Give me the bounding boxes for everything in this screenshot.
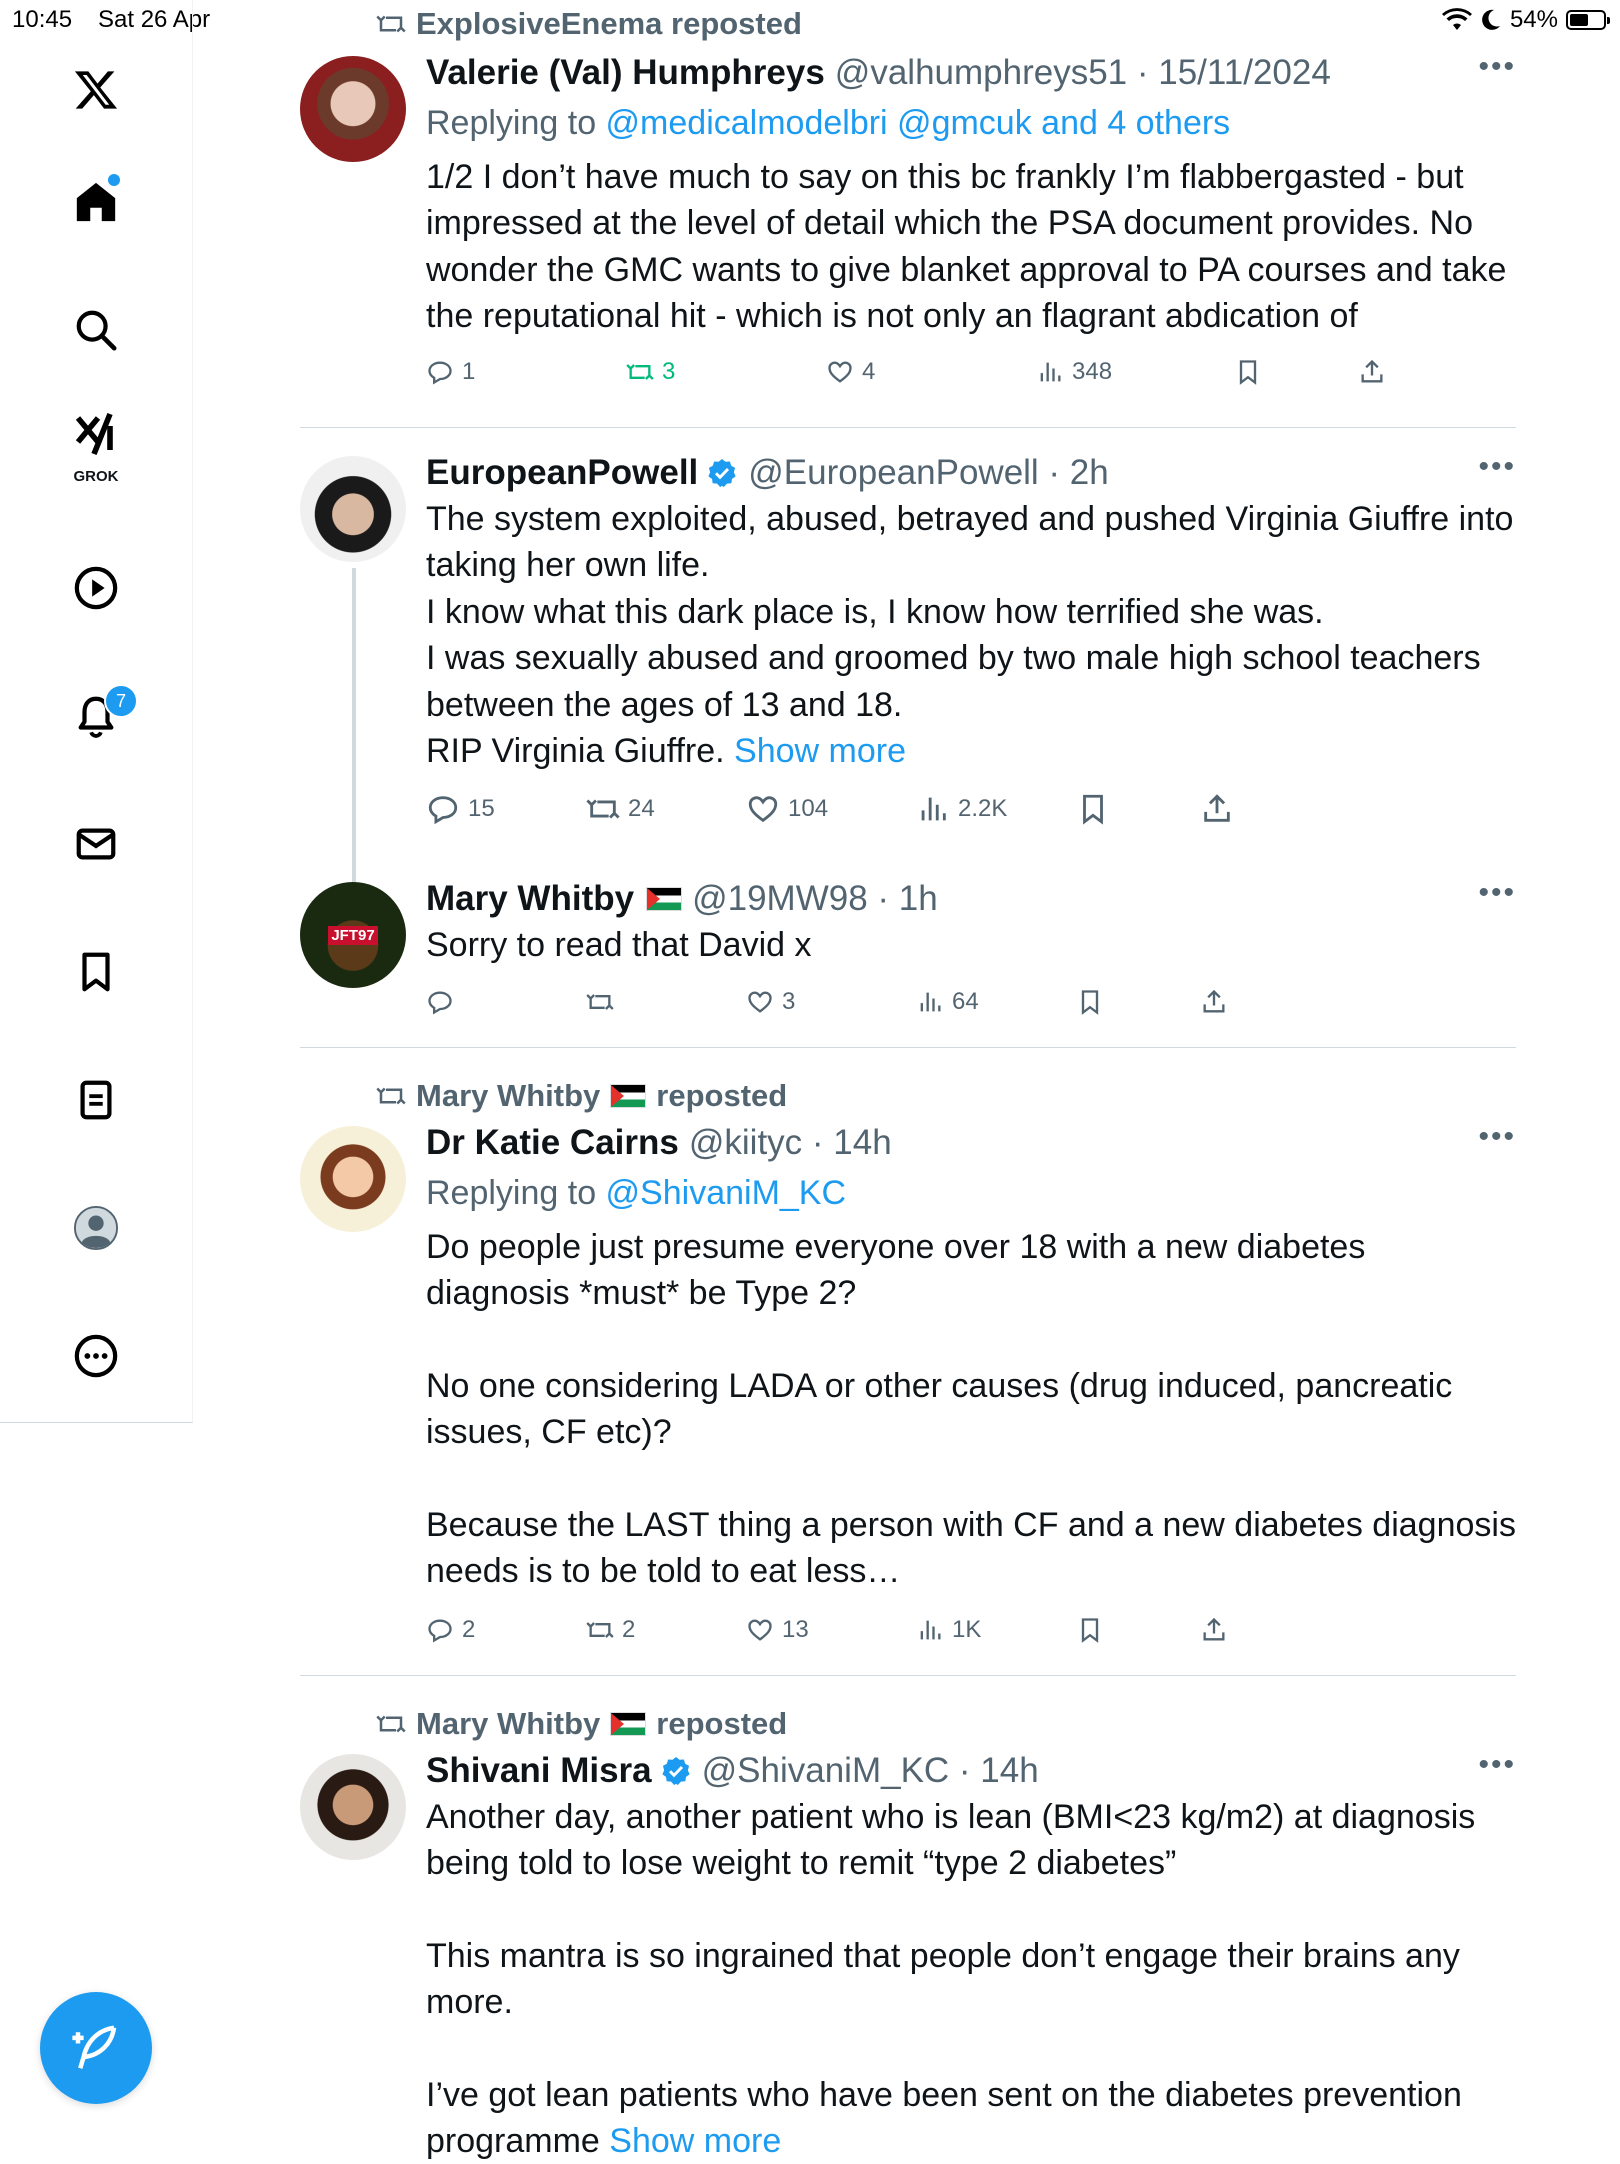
tweet-paragraph-last bbox=[426, 728, 1516, 774]
author-name[interactable]: Mary Whitby bbox=[426, 879, 635, 918]
reply-count: 1 bbox=[462, 357, 476, 385]
tweet-header bbox=[426, 1748, 1516, 1794]
sidebar-item-home[interactable] bbox=[56, 162, 136, 242]
repost-icon bbox=[376, 1081, 406, 1111]
thread-line bbox=[352, 568, 356, 908]
sidebar-item-grok[interactable] bbox=[56, 410, 136, 500]
tweet-text bbox=[426, 1794, 1516, 2164]
author-name[interactable]: EuropeanPowell bbox=[426, 453, 699, 492]
avatar[interactable] bbox=[300, 456, 406, 562]
views-button[interactable] bbox=[916, 792, 1007, 826]
views-count: 2.2K bbox=[958, 795, 1008, 823]
repost-indicator bbox=[376, 1706, 787, 1742]
tweet-paragraph: 1/2 I don’t have much to say on this bc frankly I’m flabbergasted - but impressed at the level of detail which the PSA document provides. No wonder the GMC wants to give blanket approval to PA courses and take the reputational hit - which is not only an flagrant abdication of bbox=[426, 158, 1507, 336]
video-play-icon bbox=[73, 565, 119, 611]
bookmark-icon bbox=[1076, 792, 1110, 826]
repost-suffix: reposted bbox=[656, 1078, 788, 1113]
tweet-paragraph: Sorry to read that David x bbox=[426, 926, 812, 964]
views-chart-icon bbox=[916, 792, 950, 826]
like-button[interactable] bbox=[746, 988, 795, 1016]
sidebar-nav bbox=[0, 0, 193, 1423]
author-name[interactable]: Dr Katie Cairns bbox=[426, 1123, 679, 1162]
bookmark-icon bbox=[1076, 988, 1104, 1016]
verified-badge-icon bbox=[706, 457, 738, 489]
repost-icon bbox=[586, 792, 620, 826]
repost-icon bbox=[586, 1616, 614, 1644]
palestine-flag-icon bbox=[610, 1084, 646, 1108]
views-count: 64 bbox=[952, 988, 979, 1016]
tweet-more-button[interactable]: ••• bbox=[1478, 876, 1516, 909]
battery-percent: 54% bbox=[1509, 6, 1558, 33]
heart-icon bbox=[746, 792, 780, 826]
reply-to-link[interactable]: @medicalmodelbri @gmcuk and 4 others bbox=[605, 104, 1231, 142]
repost-author[interactable]: Mary Whitby bbox=[416, 1078, 601, 1113]
tweet-card[interactable] bbox=[300, 1698, 1516, 2160]
share-button[interactable] bbox=[1200, 1616, 1228, 1644]
author-handle[interactable]: @19MW98 · 1h bbox=[692, 879, 938, 918]
repost-icon bbox=[376, 9, 406, 39]
tweet-more-button[interactable]: ••• bbox=[1478, 50, 1516, 83]
repost-count: 24 bbox=[628, 795, 655, 823]
share-icon bbox=[1200, 1616, 1228, 1644]
repost-button[interactable] bbox=[586, 988, 614, 1016]
sidebar-item-profile[interactable] bbox=[56, 1188, 136, 1268]
status-time: 10:45 bbox=[12, 6, 73, 33]
share-button[interactable] bbox=[1358, 358, 1386, 386]
sidebar-item-lists[interactable] bbox=[56, 1060, 136, 1140]
heart-icon bbox=[746, 1616, 774, 1644]
reply-icon bbox=[426, 1616, 454, 1644]
reply-prefix: Replying to bbox=[426, 1174, 606, 1212]
tweet-card[interactable] bbox=[300, 870, 1516, 1040]
like-button[interactable] bbox=[746, 1616, 809, 1644]
repost-button[interactable] bbox=[586, 1616, 635, 1644]
author-handle[interactable]: @valhumphreys51 · 15/11/2024 bbox=[834, 53, 1331, 92]
like-button[interactable] bbox=[746, 792, 828, 826]
reply-icon bbox=[426, 358, 454, 386]
reply-count: 15 bbox=[468, 795, 495, 823]
list-icon bbox=[73, 1077, 119, 1123]
author-name[interactable]: Shivani Misra bbox=[426, 1751, 652, 1790]
share-button[interactable] bbox=[1200, 988, 1228, 1016]
views-button[interactable] bbox=[916, 1616, 981, 1644]
grok-label: GROK bbox=[73, 468, 119, 485]
tweet-paragraph-last bbox=[426, 2072, 1516, 2164]
reply-button[interactable] bbox=[426, 358, 475, 386]
avatar[interactable] bbox=[300, 1126, 406, 1232]
repost-button[interactable] bbox=[626, 358, 675, 386]
tweet-paragraph: I was sexually abused and groomed by two male high school teachers between the ages of 13 and 18. bbox=[426, 639, 1481, 724]
tweet-paragraph: RIP Virginia Giuffre. bbox=[426, 732, 735, 771]
reply-to-line bbox=[426, 100, 1516, 146]
views-chart-icon bbox=[1036, 358, 1064, 386]
tweet-paragraph: Another day, another patient who is lean (BMI<23 kg/m2) at diagnosis being told to lose weight to remit “type 2 diabetes” bbox=[426, 1798, 1476, 1883]
bookmark-button[interactable] bbox=[1234, 358, 1262, 386]
tweet-paragraph: Do people just presume everyone over 18 with a new diabetes diagnosis *must* be Type 2? bbox=[426, 1228, 1366, 1313]
bookmark-icon bbox=[1234, 358, 1262, 386]
repost-count: 2 bbox=[622, 1616, 636, 1644]
sidebar-item-search[interactable] bbox=[56, 290, 136, 370]
repost-button[interactable] bbox=[586, 792, 655, 826]
bookmark-icon bbox=[73, 949, 119, 995]
palestine-flag-icon bbox=[610, 1712, 646, 1736]
bookmark-button[interactable] bbox=[1076, 988, 1104, 1016]
tweet-more-button[interactable]: ••• bbox=[1478, 1120, 1516, 1153]
status-date: Sat 26 Apr bbox=[98, 6, 211, 33]
profile-icon bbox=[73, 1205, 119, 1251]
tweet-paragraph: This mantra is so ingrained that people don’t engage their brains any more. bbox=[426, 1936, 1460, 2022]
tweet-divider bbox=[300, 1047, 1516, 1048]
reply-to-link[interactable]: @ShivaniM_KC bbox=[605, 1174, 847, 1212]
repost-text: ExplosiveEnema reposted bbox=[416, 6, 802, 41]
share-icon bbox=[1358, 358, 1386, 386]
tweet-header bbox=[426, 1120, 1516, 1166]
avatar[interactable] bbox=[300, 56, 406, 162]
compose-feather-icon bbox=[69, 2021, 123, 2075]
like-button[interactable] bbox=[826, 358, 875, 386]
tweet-more-button[interactable]: ••• bbox=[1478, 450, 1516, 483]
battery-icon bbox=[1566, 10, 1606, 30]
compose-button[interactable] bbox=[40, 1992, 152, 2104]
heart-icon bbox=[826, 358, 854, 386]
views-chart-icon bbox=[916, 988, 944, 1016]
notification-badge: 7 bbox=[104, 684, 138, 718]
bookmark-button[interactable] bbox=[1076, 1616, 1104, 1644]
sidebar-item-bookmarks[interactable] bbox=[56, 932, 136, 1012]
search-icon bbox=[73, 307, 119, 353]
bookmark-icon bbox=[1076, 1616, 1104, 1644]
like-count: 104 bbox=[788, 795, 829, 823]
tweet-text bbox=[426, 922, 1516, 968]
tweet-paragraph: The system exploited, abused, betrayed and pushed Virginia Giuffre into taking her own life. bbox=[426, 500, 1514, 585]
tweet-paragraph: No one considering LADA or other causes (drug induced, pancreatic issues, CF etc)? bbox=[426, 1366, 1453, 1452]
show-more-link[interactable]: Show more bbox=[609, 2122, 782, 2161]
like-count: 4 bbox=[862, 357, 876, 385]
repost-suffix: reposted bbox=[656, 1706, 788, 1741]
tweet-more-button[interactable]: ••• bbox=[1478, 1748, 1516, 1781]
author-handle[interactable]: @EuropeanPowell · 2h bbox=[748, 453, 1109, 492]
views-count: 1K bbox=[952, 1616, 982, 1644]
reply-button[interactable] bbox=[426, 988, 454, 1016]
tweet-card[interactable] bbox=[300, 440, 1516, 860]
views-button[interactable] bbox=[916, 988, 979, 1016]
reply-button[interactable] bbox=[426, 792, 495, 826]
heart-icon bbox=[746, 988, 774, 1016]
tweet-actions bbox=[426, 988, 1516, 1028]
sidebar-item-messages[interactable] bbox=[56, 804, 136, 884]
tweet-text bbox=[426, 496, 1516, 774]
tweet-card[interactable] bbox=[300, 0, 1516, 430]
home-unread-dot bbox=[108, 174, 120, 186]
bookmark-button[interactable] bbox=[1076, 792, 1110, 826]
tweet-paragraph: I know what this dark place is, I know how terrified she was. bbox=[426, 592, 1324, 631]
tweet-actions bbox=[426, 1616, 1516, 1656]
tweet-text bbox=[426, 1224, 1516, 1594]
verified-badge-icon bbox=[660, 1755, 692, 1787]
author-name[interactable]: Valerie (Val) Humphreys bbox=[426, 53, 825, 92]
views-count: 348 bbox=[1072, 357, 1113, 385]
like-count: 13 bbox=[782, 1616, 809, 1644]
sidebar-item-video[interactable] bbox=[56, 548, 136, 628]
reply-button[interactable] bbox=[426, 1616, 475, 1644]
avatar[interactable] bbox=[300, 882, 406, 988]
share-icon bbox=[1200, 988, 1228, 1016]
like-count: 3 bbox=[782, 988, 796, 1016]
tweet-text bbox=[426, 154, 1516, 340]
tweet-actions bbox=[426, 792, 1516, 832]
reply-prefix: Replying to bbox=[426, 104, 606, 142]
repost-count: 3 bbox=[662, 357, 676, 385]
tweet-actions bbox=[426, 358, 1516, 398]
repost-indicator bbox=[376, 1078, 787, 1114]
repost-icon bbox=[586, 988, 614, 1016]
repost-icon bbox=[626, 358, 654, 386]
repost-author[interactable]: Mary Whitby bbox=[416, 1706, 601, 1741]
grok-icon bbox=[72, 410, 120, 458]
tweet-divider bbox=[300, 427, 1516, 428]
repost-icon bbox=[376, 1709, 406, 1739]
tweet-header bbox=[426, 876, 1516, 922]
show-more-link[interactable]: Show more bbox=[734, 732, 907, 771]
sidebar-item-more[interactable] bbox=[56, 1316, 136, 1396]
more-circle-icon bbox=[73, 1333, 119, 1379]
mail-icon bbox=[73, 821, 119, 867]
reply-count: 2 bbox=[462, 1616, 476, 1644]
tweet-card[interactable] bbox=[300, 1070, 1516, 1670]
tweet-header bbox=[426, 450, 1516, 496]
views-chart-icon bbox=[916, 1616, 944, 1644]
share-button[interactable] bbox=[1200, 792, 1234, 826]
tweet-paragraph: Because the LAST thing a person with CF and a new diabetes diagnosis needs is to be told to eat less… bbox=[426, 1505, 1516, 1591]
tweet-divider bbox=[300, 1675, 1516, 1676]
avatar-text: JFT97 bbox=[328, 926, 377, 945]
reply-icon bbox=[426, 988, 454, 1016]
views-button[interactable] bbox=[1036, 358, 1112, 386]
sidebar-item-notifications[interactable] bbox=[56, 676, 136, 756]
tweet-header bbox=[426, 50, 1516, 96]
share-icon bbox=[1200, 792, 1234, 826]
x-logo-icon bbox=[73, 67, 119, 113]
sidebar-item-x-logo[interactable] bbox=[56, 50, 136, 130]
repost-indicator bbox=[376, 6, 802, 42]
avatar[interactable] bbox=[300, 1754, 406, 1860]
palestine-flag-icon bbox=[646, 887, 682, 911]
reply-to-line bbox=[426, 1170, 1516, 1216]
tweet-paragraph: I’ve got lean patients who have been sent on the diabetes prevention programme bbox=[426, 2075, 1462, 2161]
author-handle[interactable]: @ShivaniM_KC · 14h bbox=[701, 1751, 1039, 1790]
reply-icon bbox=[426, 792, 460, 826]
author-handle[interactable]: @kiityc · 14h bbox=[688, 1123, 892, 1162]
